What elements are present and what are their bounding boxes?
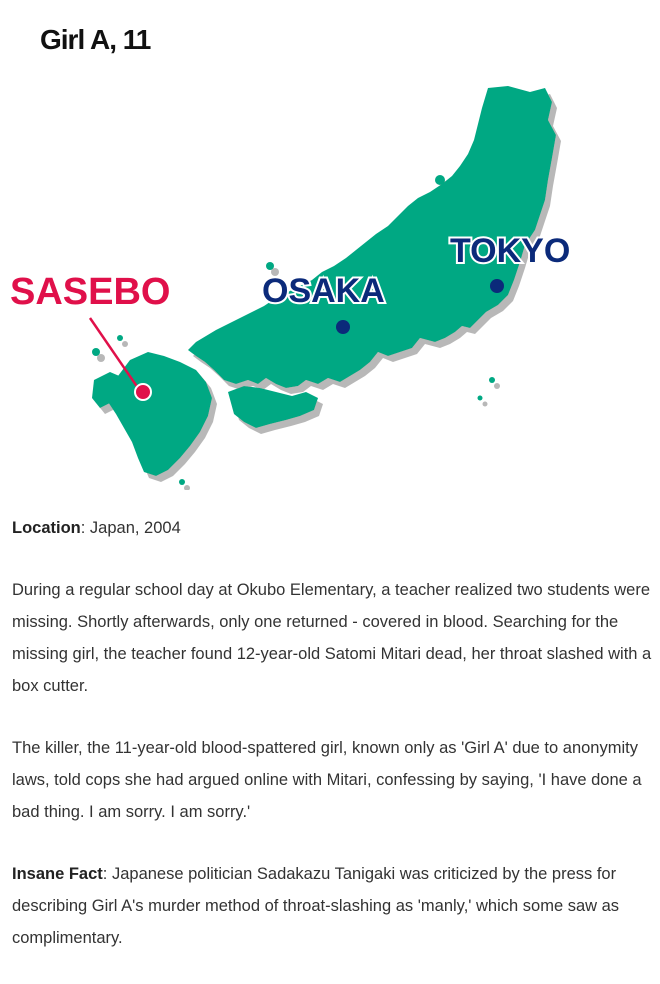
sasebo-dot [135, 384, 151, 400]
island-dot [435, 175, 445, 185]
insane-fact-line [12, 858, 652, 954]
osaka-dot [336, 320, 350, 334]
insane-fact-label: Insane Fact [12, 865, 103, 883]
location-value: : Japan, 2004 [80, 519, 181, 537]
page-title: Girl A, 11 [40, 24, 151, 55]
island-dot [489, 377, 495, 383]
tokyo-label: TOKYO [450, 232, 571, 270]
article-body [12, 512, 652, 984]
osaka-label: OSAKA [262, 272, 385, 310]
shikoku-island [228, 386, 318, 428]
paragraph: During a regular school day at Okubo Elementary, a teacher realized two students were missing. Shortly afterwards, only one returned - covered in blood. Searching for the missing girl, the teacher found 12-year-old Satomi Mitari dead, her throat slashed with a box cutter. [12, 581, 652, 695]
island-dot [92, 348, 100, 356]
sasebo-label: SASEBO [10, 271, 171, 313]
japan-map [0, 80, 660, 490]
island-dot [117, 335, 123, 341]
japan-map-svg [0, 80, 660, 490]
insane-fact-value: : Japanese politician Sadakazu Tanigaki was criticized by the press for describing Girl A's murder method of throat-slashing as 'manly,' which some saw as complimentary. [12, 865, 620, 947]
tokyo-dot [490, 279, 504, 293]
paragraph: The killer, the 11-year-old blood-spattered girl, known only as 'Girl A' due to anonymity laws, told cops she had argued online with Mitari, confessing by saying, 'I have done a bad thing. I am sorry. I am sorry.' [12, 739, 642, 821]
location-label: Location [12, 519, 81, 537]
island-dot [266, 262, 274, 270]
island-dot [478, 396, 483, 401]
kyushu-island [108, 352, 212, 476]
location-line [12, 512, 652, 544]
island-dot [179, 479, 185, 485]
